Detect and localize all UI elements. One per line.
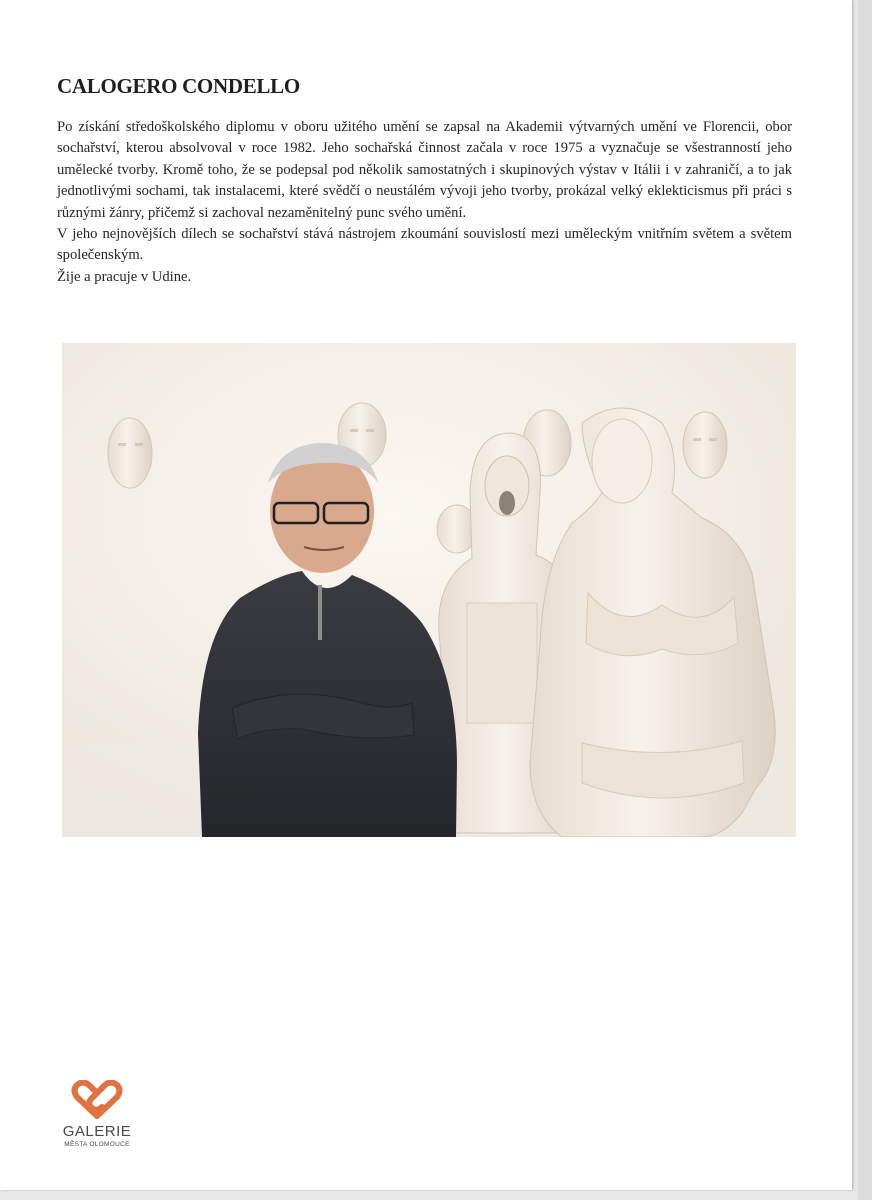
artist-biography (57, 117, 792, 288)
heart-knot-logo-icon (70, 1080, 124, 1120)
scan-edge (858, 0, 872, 1200)
logo-subtitle: MĚSTA OLOMOUCE (64, 1141, 130, 1148)
bio-paragraph: Žije a pracuje v Udine. (57, 268, 192, 285)
bio-paragraph: V jeho nejnovějších dílech se sochařství stává nástrojem zkoumání souvislostí mezi uměleckým vnitřním světem a světem společenským. (57, 226, 792, 264)
bio-paragraph: Po získání středoškolského diplomu v oboru užitého umění se zapsal na Akademii výtvarných umění ve Florencii, obor sochařství, kterou absolvoval v roce 1982. Jeho sochařská činnost začala v roce 1975 a vyznačuje se všestranností jeho umělecké tvorby. Kromě toho, že se podepsal pod několik samostatných i skupinových výstav v Itálii i v zahraničí, a to jak jednotlivými sochami, tak instalacemi, které svědčí o neustálém vývoji jeho tvorby, prokázal velký eklekticismus při práci s různými žánry, přičemž si zachoval nezaměnitelný punc svého umění. (57, 119, 792, 221)
artist-name-heading: CALOGERO CONDELLO (57, 74, 300, 98)
logo-wordmark: GALERIE (62, 1123, 132, 1140)
gallery-logo (58, 1080, 136, 1148)
artist-portrait-photo (62, 343, 796, 837)
